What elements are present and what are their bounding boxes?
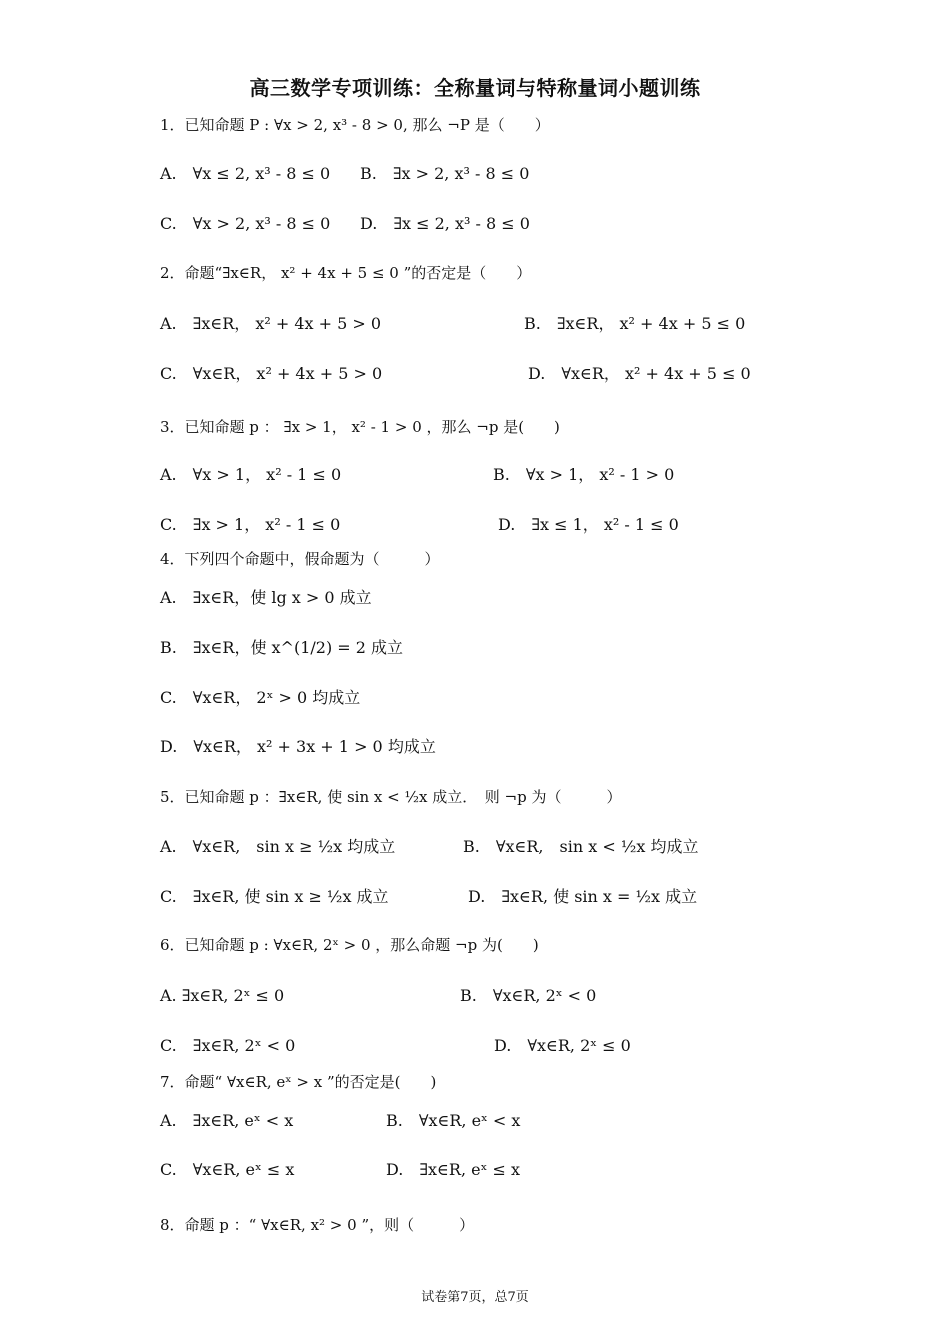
question-5-stem: 5．已知命题 p ：∃x∈R, 使 sin x < ½x 成立． 则 ¬p 为（ ） bbox=[160, 788, 622, 806]
question-6-option-b: B. ∀x∈R, 2ˣ < 0 bbox=[460, 986, 597, 1005]
question-5-option-a: A. ∀x∈R, sin x ≥ ½x 均成立 bbox=[160, 837, 396, 856]
question-7-option-b: B. ∀x∈R, eˣ < x bbox=[386, 1111, 521, 1130]
question-8-stem: 8．命题 p ：“ ∀x∈R, x² > 0 ”，则（ ） bbox=[160, 1216, 475, 1234]
question-7-stem: 7．命题“ ∀x∈R, eˣ > x ”的否定是( ) bbox=[160, 1073, 437, 1091]
question-5-option-c: C. ∃x∈R, 使 sin x ≥ ½x 成立 bbox=[160, 887, 389, 906]
question-6-option-a: A. ∃x∈R, 2ˣ ≤ 0 bbox=[160, 986, 285, 1005]
question-2-option-b: B. ∃x∈R， x² + 4x + 5 ≤ 0 bbox=[524, 314, 746, 333]
question-3-stem: 3．已知命题 p ： ∃x > 1， x² - 1 > 0 ，那么 ¬p 是( ) bbox=[160, 418, 560, 436]
question-5-option-b: B. ∀x∈R, sin x < ½x 均成立 bbox=[463, 837, 699, 856]
question-1-option-b: B. ∃x > 2, x³ - 8 ≤ 0 bbox=[360, 164, 530, 183]
question-7-option-a: A. ∃x∈R, eˣ < x bbox=[160, 1111, 294, 1130]
question-3-option-b: B. ∀x > 1， x² - 1 > 0 bbox=[493, 465, 675, 484]
question-4-stem: 4．下列四个命题中，假命题为（ ） bbox=[160, 550, 440, 568]
question-3-option-a: A. ∀x > 1， x² - 1 ≤ 0 bbox=[160, 465, 342, 484]
question-1-option-a: A. ∀x ≤ 2, x³ - 8 ≤ 0 bbox=[160, 164, 331, 183]
page-title: 高三数学专项训练：全称量词与特称量词小题训练 bbox=[249, 76, 701, 100]
question-2-option-c: C. ∀x∈R， x² + 4x + 5 > 0 bbox=[160, 364, 383, 383]
question-6-option-c: C. ∃x∈R, 2ˣ < 0 bbox=[160, 1036, 296, 1055]
question-1-stem: 1．已知命题 P : ∀x > 2, x³ - 8 > 0, 那么 ¬P 是（ ） bbox=[160, 116, 550, 134]
question-1-option-c: C. ∀x > 2, x³ - 8 ≤ 0 bbox=[160, 214, 331, 233]
question-3-option-d: D. ∃x ≤ 1， x² - 1 ≤ 0 bbox=[498, 515, 679, 534]
question-5-option-d: D. ∃x∈R, 使 sin x = ½x 成立 bbox=[468, 887, 698, 906]
question-6-option-d: D. ∀x∈R, 2ˣ ≤ 0 bbox=[494, 1036, 631, 1055]
question-2-option-a: A. ∃x∈R， x² + 4x + 5 > 0 bbox=[160, 314, 382, 333]
question-4-option-c: C. ∀x∈R， 2ˣ > 0 均成立 bbox=[160, 688, 361, 707]
question-4-option-b: B. ∃x∈R，使 x^(1/2) = 2 成立 bbox=[160, 638, 404, 657]
question-3-option-c: C. ∃x > 1， x² - 1 ≤ 0 bbox=[160, 515, 341, 534]
page-footer: 试卷第7页，总7页 bbox=[421, 1290, 529, 1305]
question-4-option-a: A. ∃x∈R，使 lg x > 0 成立 bbox=[160, 588, 372, 607]
question-7-option-c: C. ∀x∈R, eˣ ≤ x bbox=[160, 1160, 295, 1179]
question-1-option-d: D. ∃x ≤ 2, x³ - 8 ≤ 0 bbox=[360, 214, 530, 233]
question-2-option-d: D. ∀x∈R， x² + 4x + 5 ≤ 0 bbox=[528, 364, 751, 383]
question-2-stem: 2．命题“∃x∈R， x² + 4x + 5 ≤ 0 ”的否定是（ ） bbox=[160, 264, 532, 282]
question-4-option-d: D. ∀x∈R， x² + 3x + 1 > 0 均成立 bbox=[160, 737, 436, 756]
question-7-option-d: D. ∃x∈R, eˣ ≤ x bbox=[386, 1160, 520, 1179]
question-6-stem: 6．已知命题 p : ∀x∈R, 2ˣ > 0 ，那么命题 ¬p 为( ) bbox=[160, 936, 539, 954]
